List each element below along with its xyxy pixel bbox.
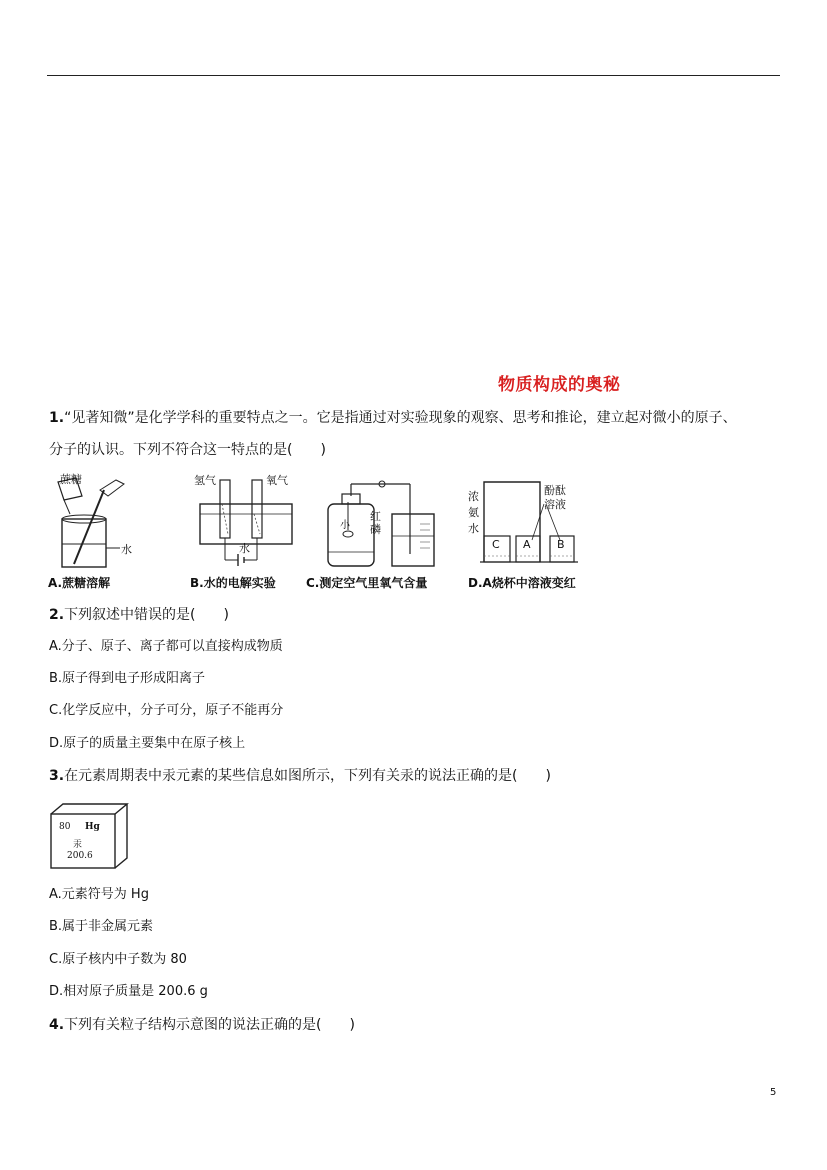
caption-b: B.水的电解实验 (190, 576, 276, 590)
question-2-number: 2. (49, 607, 65, 623)
question-3-option-b: B.属于非金属元素 (49, 919, 154, 934)
question-2-option-d: D.原子的质量主要集中在原子核上 (49, 736, 246, 751)
question-1-text-1: “见著知微”是化学学科的重要特点之一。它是指通过对实验现象的观察、思考和推论，建立起对微小的原子、 (64, 410, 737, 426)
label-red-phosphorus: 红磷 (370, 510, 381, 536)
label-beaker-c: C (492, 538, 500, 551)
figure-c-oxygen-content (320, 474, 445, 574)
label-hydrogen: 氢气 (194, 474, 216, 487)
figure-d-ammonia (466, 474, 586, 574)
element-symbol: Hg (85, 822, 100, 832)
question-3-option-d: D.相对原子质量是 200.6 g (49, 984, 208, 999)
label-beaker-a: A (523, 538, 531, 551)
label-conc-3: 水 (468, 522, 479, 535)
question-2-option-b: B.原子得到电子形成阳离子 (49, 671, 206, 686)
caption-d: D.A烧杯中溶液变红 (468, 576, 576, 590)
question-3-option-c: C.原子核内中子数为 80 (49, 952, 187, 967)
label-water-b: 水 (239, 542, 250, 555)
question-4-number: 4. (49, 1017, 65, 1033)
label-water-a: 水 (121, 543, 132, 556)
label-oxygen: 氧气 (266, 474, 288, 487)
question-2-text: 下列叙述中错误的是( ) (64, 607, 229, 623)
question-1-line-2: 分子的认识。下列不符合这一特点的是( ) (49, 442, 326, 458)
mercury-element-cell (49, 802, 129, 870)
caption-a: A.蔗糖溶解 (48, 576, 111, 590)
label-small: 小 (340, 520, 350, 531)
figure-b-electrolysis (190, 474, 300, 574)
question-2-option-c: C.化学反应中，分子可分，原子不能再分 (49, 703, 284, 718)
element-name: 汞 (73, 840, 83, 850)
label-phenol-2: 溶液 (544, 498, 566, 511)
header-rule (47, 75, 780, 76)
label-phenol-1: 酚酞 (544, 484, 566, 497)
label-sugar: 蔗糖 (60, 473, 82, 486)
question-3-option-a: A.元素符号为 Hg (49, 887, 149, 902)
label-conc-1: 浓 (468, 490, 479, 503)
question-3-number: 3. (49, 768, 65, 784)
question-2-stem (49, 606, 229, 624)
question-4-stem (49, 1016, 355, 1034)
question-2-option-a: A.分子、原子、离子都可以直接构成物质 (49, 639, 283, 654)
question-3-stem (49, 767, 551, 785)
label-conc-2: 氨 (468, 506, 479, 519)
element-number: 80 (59, 822, 71, 832)
question-4-text: 下列有关粒子结构示意图的说法正确的是( ) (64, 1017, 355, 1033)
question-1-number: 1. (49, 410, 65, 426)
caption-c: C.测定空气里氧气含量 (306, 576, 428, 590)
question-1-line-1 (49, 409, 737, 427)
element-mass: 200.6 (67, 851, 93, 861)
figure-a-sugar-dissolving (46, 474, 136, 574)
page-number: 5 (770, 1087, 777, 1098)
label-beaker-b: B (557, 538, 565, 551)
page-title: 物质构成的奥秘 (498, 375, 621, 395)
question-3-text: 在元素周期表中汞元素的某些信息如图所示，下列有关汞的说法正确的是( ) (64, 768, 551, 784)
